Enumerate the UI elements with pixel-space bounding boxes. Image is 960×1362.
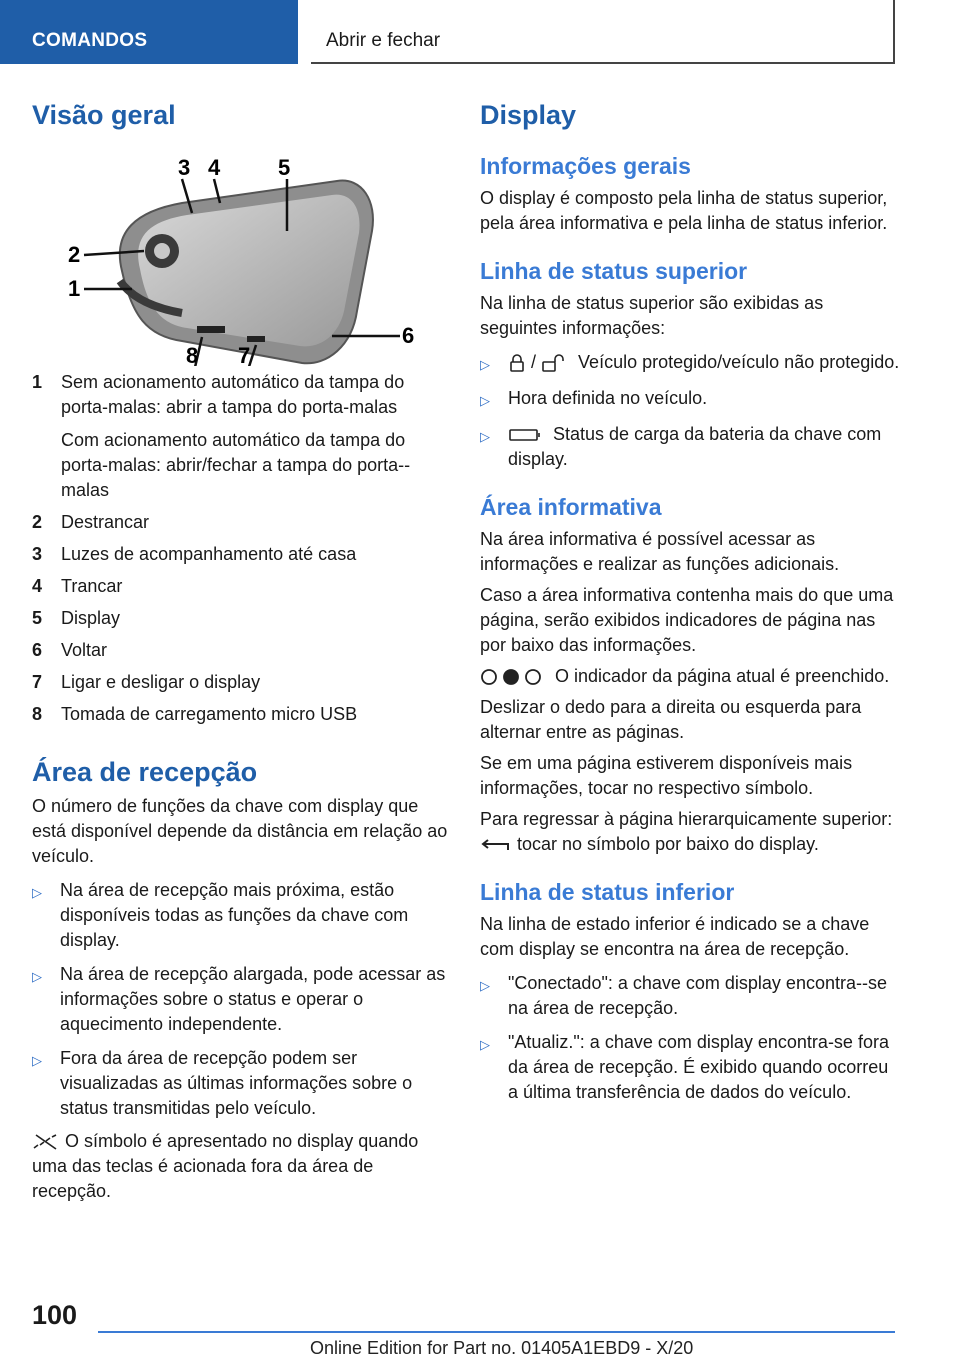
section-title: COMANDOS bbox=[32, 30, 148, 51]
upper-status-bullet: ▷ Status de carga da bateria da chave com display. bbox=[480, 422, 900, 472]
info-text-2: Caso a área informativa contenha mais do que uma página, serão exibidos indicadores de página nas por baixo das informações. bbox=[480, 585, 894, 655]
lower-status-intro: Na linha de estado inferior é indicado se a chave com display se encontra na área de recepção. bbox=[480, 914, 870, 959]
reception-bullet: ▷ Na área de recepção mais próxima, estão disponíveis todas as funções da chave com display. bbox=[32, 878, 452, 953]
battery-icon bbox=[508, 427, 542, 443]
info-text-5: Se em uma página estiverem disponíveis mais informações, tocar no respectivo símbolo. bbox=[480, 753, 853, 798]
figure-label-1: 1 bbox=[68, 276, 81, 301]
back-arrow-icon bbox=[480, 838, 512, 852]
upper-status-heading: Linha de status superior bbox=[480, 258, 748, 284]
legend-item bbox=[32, 574, 452, 599]
legend-text-extra: Com acionamento automático da tampa do porta-malas: abrir/fechar a tampa do porta-‐malas bbox=[61, 430, 411, 500]
legend-text: Tomada de carregamento micro USB bbox=[61, 704, 358, 724]
info-area-heading: Área informativa bbox=[480, 494, 662, 520]
figure-label-7: 7 bbox=[238, 343, 251, 366]
legend-number: 2 bbox=[32, 512, 43, 532]
legend-item bbox=[32, 510, 452, 535]
legend-number: 7 bbox=[32, 672, 43, 692]
info-text-3: O indicador da página atual é preenchido. bbox=[555, 666, 890, 686]
figure-label-2: 2 bbox=[68, 242, 81, 267]
triangle-bullet-icon: ▷ bbox=[32, 1053, 42, 1068]
figure-label-8: 8 bbox=[186, 343, 199, 366]
legend-text: Luzes de acompanhamento até casa bbox=[61, 544, 357, 564]
reception-heading: Área de recepção bbox=[32, 757, 258, 787]
reception-note-para bbox=[32, 1129, 452, 1204]
legend-text: Ligar e desligar o display bbox=[61, 672, 261, 692]
triangle-bullet-icon: ▷ bbox=[480, 1037, 490, 1052]
reception-bullet: ▷ Na área de recepção alargada, pode acessar as informações sobre o status e operar o aquecimento independente. bbox=[32, 962, 452, 1037]
triangle-bullet-icon: ▷ bbox=[480, 429, 490, 444]
figure-label-3: 3 bbox=[178, 155, 191, 180]
page-indicator-icon bbox=[480, 668, 544, 686]
legend-item bbox=[32, 670, 452, 695]
upper-status-bullet: ▷ / Veículo protegido/veículo não protegido. bbox=[480, 350, 900, 377]
lock-closed-icon bbox=[508, 353, 526, 373]
legend-number: 3 bbox=[32, 544, 43, 564]
legend-item bbox=[32, 606, 452, 631]
legend-item bbox=[32, 638, 452, 663]
legend-number: 8 bbox=[32, 704, 43, 724]
triangle-bullet-icon: ▷ bbox=[480, 357, 490, 372]
back-para bbox=[480, 807, 900, 857]
section-tab bbox=[0, 0, 298, 64]
edition-text: Online Edition for Part no. 01405A1EBD9 - X/20 bbox=[310, 1338, 694, 1358]
reception-bullet: ▷ Fora da área de recepção podem ser visualizadas as últimas informações sobre o status transmitidas pelo veículo. bbox=[32, 1046, 452, 1121]
triangle-bullet-icon: ▷ bbox=[480, 393, 490, 408]
legend-number: 5 bbox=[32, 608, 43, 628]
lower-status-heading: Linha de status inferior bbox=[480, 879, 735, 905]
lower-status-bullet: ▷ "Conectado": a chave com display encontra-‐se na área de recepção. bbox=[480, 971, 900, 1021]
figure-label-4: 4 bbox=[208, 155, 221, 180]
overview-heading: Visão geral bbox=[32, 100, 176, 130]
legend-number: 4 bbox=[32, 576, 43, 596]
legend-text: Destrancar bbox=[61, 512, 150, 532]
footer-divider bbox=[98, 1331, 895, 1333]
triangle-bullet-icon: ▷ bbox=[32, 969, 42, 984]
page-indicator-para bbox=[480, 664, 900, 689]
display-heading: Display bbox=[480, 100, 577, 130]
info-text-4: Deslizar o dedo para a direita ou esquerda para alternar entre as páginas. bbox=[480, 697, 862, 742]
lower-status-bullet: ▷ "Atualiz.": a chave com display encontra-se fora da área de recepção. É exibido quando ocorreu a última transferência de dados do veículo. bbox=[480, 1030, 900, 1105]
upper-status-bullet: ▷ Hora definida no veículo. bbox=[480, 386, 900, 413]
general-text: O display é composto pela linha de status superior, pela área informativa e pela linha de status inferior. bbox=[480, 188, 888, 233]
triangle-bullet-icon: ▷ bbox=[480, 978, 490, 993]
lock-open-icon bbox=[541, 353, 567, 373]
legend-item bbox=[32, 702, 452, 727]
legend-text: Sem acionamento automático da tampa do porta-malas: abrir a tampa do porta-malas bbox=[61, 372, 405, 417]
reception-note: O símbolo é apresentado no display quando uma das teclas é acionada fora da área de recepção. bbox=[32, 1131, 419, 1201]
general-heading: Informações gerais bbox=[480, 153, 691, 179]
right-column bbox=[480, 100, 900, 1105]
topic-title: Abrir e fechar bbox=[326, 30, 441, 51]
upper-status-intro: Na linha de status superior são exibidas as seguintes informações: bbox=[480, 293, 824, 338]
no-signal-icon bbox=[32, 1133, 60, 1151]
figure-label-6: 6 bbox=[402, 323, 415, 348]
legend-item bbox=[32, 542, 452, 567]
triangle-bullet-icon: ▷ bbox=[32, 885, 42, 900]
info-text-6b: tocar no símbolo por baixo do display. bbox=[517, 834, 819, 854]
left-column bbox=[32, 100, 452, 1204]
legend-text: Voltar bbox=[61, 640, 108, 660]
legend-text: Trancar bbox=[61, 576, 123, 596]
figure-legend bbox=[32, 370, 452, 727]
legend-item bbox=[32, 370, 452, 503]
topic-tab bbox=[311, 0, 895, 64]
info-text-1: Na área informativa é possível acessar as informações e realizar as funções adicionais. bbox=[480, 529, 840, 574]
legend-number: 1 bbox=[32, 372, 43, 392]
legend-text: Display bbox=[61, 608, 121, 628]
page-number: 100 bbox=[32, 1300, 78, 1330]
info-text-6a: Para regressar à página hierarquicamente superior: bbox=[480, 809, 893, 829]
legend-number: 6 bbox=[32, 640, 43, 660]
reception-intro: O número de funções da chave com display que está disponível depende da distância em relação ao veículo. bbox=[32, 796, 448, 866]
key-figure bbox=[32, 141, 452, 366]
figure-label-5: 5 bbox=[278, 155, 291, 180]
